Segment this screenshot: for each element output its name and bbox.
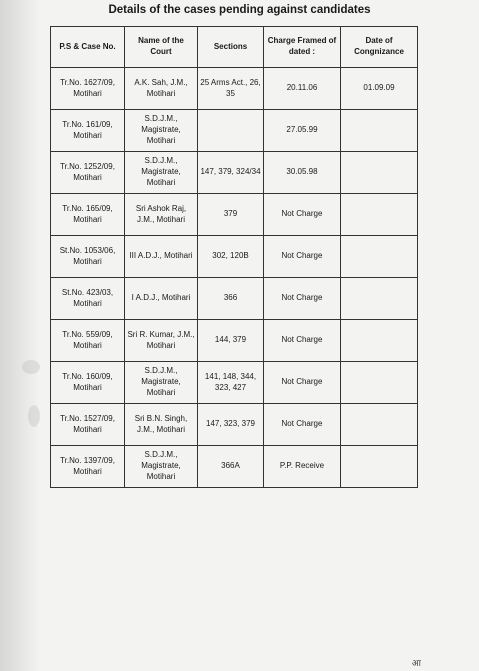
court-cell: A.K. Sah, J.M., Motihari (125, 68, 198, 110)
charge-framed-cell: 30.05.98 (264, 152, 341, 194)
corner-mark: आ (411, 659, 421, 669)
charge-framed-cell: 27.05.99 (264, 110, 341, 152)
charge-framed-cell: Not Charge (264, 278, 341, 320)
charge-framed-cell: 20.11.06 (264, 68, 341, 110)
sections-cell: 379 (198, 194, 264, 236)
table-row (51, 236, 418, 278)
cognizance-cell (341, 404, 418, 446)
charge-framed-cell: Not Charge (264, 362, 341, 404)
table-row (51, 194, 418, 236)
cognizance-cell (341, 446, 418, 488)
case-no-cell: St.No. 423/03, Motihari (51, 278, 125, 320)
table-header-row (51, 27, 418, 68)
court-cell: S.D.J.M., Magistrate, Motihari (125, 362, 198, 404)
sections-cell: 147, 323, 379 (198, 404, 264, 446)
sections-cell: 144, 379 (198, 320, 264, 362)
scan-shadow (0, 0, 40, 671)
sections-cell: 302, 120B (198, 236, 264, 278)
table-row (51, 320, 418, 362)
table-row (51, 152, 418, 194)
sections-cell: 366A (198, 446, 264, 488)
court-cell: III A.D.J., Motihari (125, 236, 198, 278)
table-row (51, 110, 418, 152)
charge-framed-cell: Not Charge (264, 236, 341, 278)
sections-cell: 25 Arms Act., 26, 35 (198, 68, 264, 110)
sections-cell: 141, 148, 344, 323, 427 (198, 362, 264, 404)
court-cell: Sri R. Kumar, J.M., Motihari (125, 320, 198, 362)
case-no-cell: Tr.No. 1397/09, Motihari (51, 446, 125, 488)
court-cell: Sri B.N. Singh, J.M., Motihari (125, 404, 198, 446)
scan-smudge (28, 405, 40, 427)
sections-cell (198, 110, 264, 152)
case-no-cell: St.No. 1053/06, Motihari (51, 236, 125, 278)
charge-framed-cell: Not Charge (264, 320, 341, 362)
table-row (51, 446, 418, 488)
header-cognizance: Date of Congnizance (341, 27, 418, 68)
case-no-cell: Tr.No. 160/09, Motihari (51, 362, 125, 404)
case-no-cell: Tr.No. 1527/09, Motihari (51, 404, 125, 446)
cognizance-cell (341, 152, 418, 194)
header-court: Name of the Court (125, 27, 198, 68)
cognizance-cell (341, 362, 418, 404)
header-case-no: P.S & Case No. (51, 27, 125, 68)
court-cell: Sri Ashok Raj, J.M., Motihari (125, 194, 198, 236)
cognizance-cell (341, 320, 418, 362)
cognizance-cell (341, 236, 418, 278)
court-cell: S.D.J.M., Magistrate, Motihari (125, 446, 198, 488)
scan-smudge (22, 360, 40, 374)
header-charge-framed: Charge Framed of dated : (264, 27, 341, 68)
cognizance-cell (341, 278, 418, 320)
case-no-cell: Tr.No. 165/09, Motihari (51, 194, 125, 236)
cognizance-cell (341, 194, 418, 236)
case-no-cell: Tr.No. 161/09, Motihari (51, 110, 125, 152)
court-cell: S.D.J.M., Magistrate, Motihari (125, 152, 198, 194)
page-title: Details of the cases pending against candidates (108, 4, 371, 16)
table-row (51, 278, 418, 320)
court-cell: S.D.J.M., Magistrate, Motihari (125, 110, 198, 152)
charge-framed-cell: Not Charge (264, 194, 341, 236)
table-row (51, 362, 418, 404)
cases-table (50, 26, 418, 488)
case-no-cell: Tr.No. 559/09, Motihari (51, 320, 125, 362)
cognizance-cell: 01.09.09 (341, 68, 418, 110)
cognizance-cell (341, 110, 418, 152)
sections-cell: 147, 379, 324/34 (198, 152, 264, 194)
case-no-cell: Tr.No. 1627/09, Motihari (51, 68, 125, 110)
sections-cell: 366 (198, 278, 264, 320)
header-sections: Sections (198, 27, 264, 68)
table-row (51, 68, 418, 110)
charge-framed-cell: Not Charge (264, 404, 341, 446)
table-row (51, 404, 418, 446)
court-cell: I A.D.J., Motihari (125, 278, 198, 320)
charge-framed-cell: P.P. Receive (264, 446, 341, 488)
case-no-cell: Tr.No. 1252/09, Motihari (51, 152, 125, 194)
